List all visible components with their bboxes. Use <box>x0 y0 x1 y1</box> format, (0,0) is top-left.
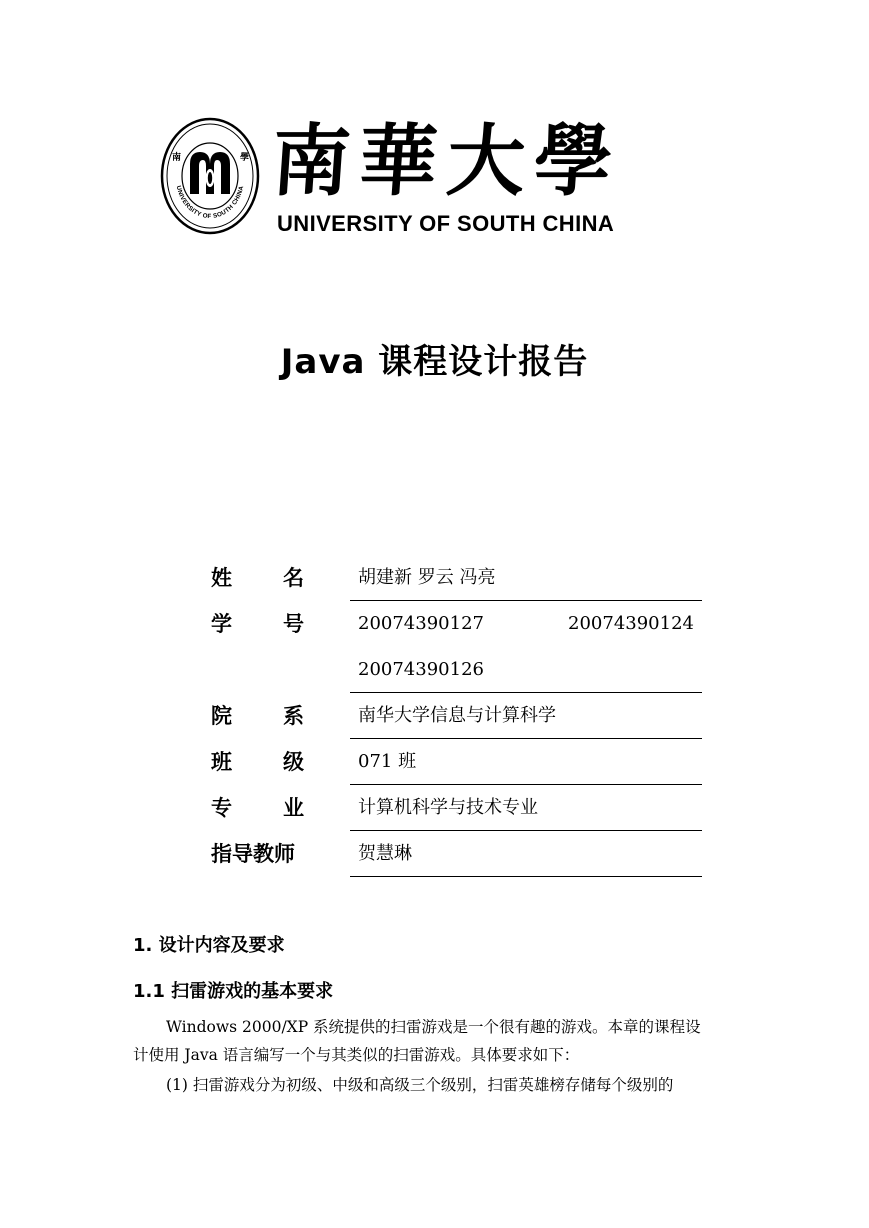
class-value: 071 班 <box>350 739 702 785</box>
logo-char: 學 <box>530 116 616 207</box>
svg-text:UNIVERSITY OF SOUTH CHINA: UNIVERSITY OF SOUTH CHINA <box>174 185 246 221</box>
student-info-table <box>211 555 702 877</box>
class-label: 班 级 <box>211 750 304 774</box>
info-row-name <box>211 555 702 601</box>
name-label: 姓 名 <box>211 566 304 590</box>
paragraph-line: (1) 扫雷游戏分为初级、中级和高级三个级别，扫雷英雄榜存储每个级别的 <box>166 1076 674 1094</box>
logo-char: 南 <box>268 116 354 207</box>
name-value: 胡建新 罗云 冯亮 <box>350 555 702 601</box>
major-label: 专 业 <box>211 796 304 820</box>
info-row-major <box>211 785 702 831</box>
info-row-class <box>211 739 702 785</box>
paragraph-line: Windows 2000/XP 系统提供的扫雷游戏是一个很有趣的游戏。本章的课程设 <box>166 1018 701 1036</box>
university-seal-icon <box>160 116 260 236</box>
logo-char: 華 <box>356 116 441 207</box>
student-id-3: 20074390126 <box>358 659 484 680</box>
paragraph-line: 计使用 Java 语言编写一个与其类似的扫雷游戏。具体要求如下： <box>133 1046 580 1064</box>
info-row-advisor <box>211 831 702 877</box>
advisor-value: 贺慧琳 <box>350 831 702 877</box>
report-title: Java 课程设计报告 <box>280 342 589 382</box>
department-value: 南华大学信息与计算科学 <box>350 693 702 739</box>
student-id-value <box>350 601 702 693</box>
university-chinese-name <box>268 112 616 212</box>
student-id-1: 20074390127 <box>358 613 484 634</box>
student-id-2: 20074390124 <box>568 613 694 634</box>
section-heading: 1. 设计内容及要求 <box>133 935 285 956</box>
subsection-heading: 1.1 扫雷游戏的基本要求 <box>133 981 334 1002</box>
department-label: 院 系 <box>211 704 304 728</box>
logo-char: 大 <box>443 116 528 207</box>
university-logo <box>160 112 620 240</box>
advisor-label: 指导教师 <box>211 842 295 866</box>
info-row-department <box>211 693 702 739</box>
university-english-name: UNIVERSITY OF SOUTH CHINA <box>277 211 615 236</box>
svg-text:南 學: 南 學 <box>172 153 250 163</box>
major-value: 计算机科学与技术专业 <box>350 785 702 831</box>
student-id-label: 学 号 <box>211 612 304 636</box>
info-row-student-id <box>211 601 702 693</box>
